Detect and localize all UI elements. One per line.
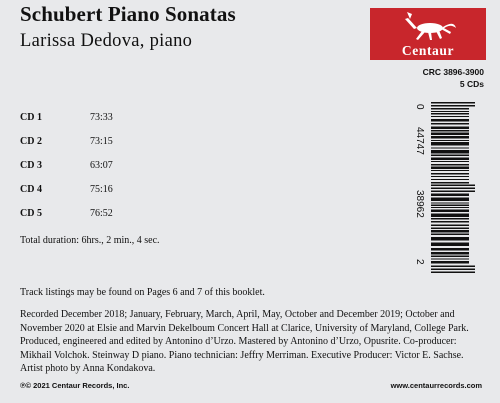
- barcode-bar: [431, 179, 469, 180]
- barcode-bar: [431, 198, 469, 202]
- barcode-bar: [431, 127, 469, 130]
- barcode-bar: [431, 194, 469, 197]
- album-title: Schubert Piano Sonatas: [20, 2, 236, 26]
- barcode-bar: [431, 256, 469, 258]
- cd-duration: 75:16: [90, 184, 113, 195]
- barcode-bar: [431, 176, 469, 177]
- barcode: [405, 100, 475, 275]
- barcode-bar: [431, 230, 469, 233]
- barcode-bar: [431, 155, 469, 157]
- barcode-bar: [431, 108, 469, 110]
- cd-duration: 76:52: [90, 208, 113, 219]
- barcode-bar: [431, 182, 469, 184]
- cd-duration: 73:33: [90, 112, 113, 123]
- barcode-bar: [431, 207, 469, 208]
- barcode-bar: [431, 218, 469, 220]
- barcode-bar: [431, 234, 469, 236]
- performer-name: Larissa Dedova, piano: [20, 31, 193, 51]
- barcode-digit: 44747: [414, 127, 425, 155]
- barcode-bar: [431, 272, 475, 274]
- barcode-bar: [431, 113, 469, 115]
- barcode-bar: [431, 191, 475, 193]
- cd-duration: 73:15: [90, 136, 113, 147]
- barcode-bar: [431, 161, 469, 162]
- barcode-bar: [431, 259, 469, 260]
- barcode-bar: [431, 130, 469, 132]
- cd-label: CD 3: [20, 160, 42, 171]
- barcode-bar: [431, 111, 469, 112]
- barcode-bar: [431, 203, 469, 204]
- barcode-bar: [431, 133, 469, 136]
- barcode-bar: [431, 123, 469, 125]
- centaur-logo: [370, 8, 486, 60]
- barcode-digit: 38962: [414, 190, 425, 218]
- barcode-bar: [431, 225, 469, 227]
- catalog-number: CRC 3896-3900: [422, 67, 484, 77]
- barcode-bar: [431, 221, 469, 223]
- barcode-bar: [431, 261, 469, 264]
- cd-label: CD 4: [20, 184, 42, 195]
- total-duration: Total duration: 6hrs., 2 min., 4 sec.: [20, 235, 160, 246]
- barcode-bar: [431, 150, 469, 154]
- disc-count: 5 CDs: [459, 79, 484, 89]
- catalog-info: [423, 66, 484, 90]
- barcode-bar: [431, 164, 469, 166]
- cd-label: CD 1: [20, 112, 42, 123]
- barcode-bar: [431, 248, 469, 251]
- barcode-digit: 2: [414, 259, 425, 265]
- barcode-bar: [431, 266, 475, 268]
- barcode-bar: [431, 105, 475, 107]
- recording-credits: Recorded December 2018; January, February, March, April, May, October and December 2019; October and November 2020 at Elsie and Marvin Dekelboum Concert Hall at Clarice, University of Maryland, College Park. Produced, engineered and edited by Antonino d’Urzo. Mastered by Antonino d’Urzo, Opusrite. Co-producer: Mikhail Volchok. Steinway D piano. Piano technician: Jeffry Merriman. Executive Producer: Victor E. Sachse. Artist photo by Anna Kondakova.: [20, 309, 469, 375]
- track-listing-note: Track listings may be found on Pages 6 and 7 of this booklet.: [20, 287, 265, 298]
- barcode-bar: [431, 170, 469, 171]
- barcode-bar: [431, 158, 469, 161]
- barcode-bar: [431, 119, 469, 122]
- barcode-bar: [431, 269, 475, 271]
- barcode-bar: [431, 102, 475, 104]
- barcode-bar: [431, 210, 469, 213]
- logo-wordmark: Centaur: [401, 43, 455, 58]
- barcode-bar: [431, 228, 469, 230]
- barcode-bar: [431, 243, 469, 247]
- barcode-bar: [431, 252, 469, 255]
- barcode-digit: 0: [414, 104, 425, 110]
- barcode-bar: [431, 237, 469, 241]
- barcode-bar: [431, 140, 469, 141]
- barcode-bar: [431, 148, 469, 149]
- cd-duration: 63:07: [90, 160, 113, 171]
- barcode-bar: [431, 142, 469, 146]
- barcode-bar: [431, 205, 469, 207]
- barcode-bar: [431, 185, 475, 187]
- cd-label: CD 5: [20, 208, 42, 219]
- barcode-bar: [431, 116, 469, 117]
- cd-label: CD 2: [20, 136, 42, 147]
- barcode-bar: [431, 167, 469, 170]
- barcode-bar: [431, 173, 469, 175]
- barcode-bar: [431, 136, 469, 139]
- barcode-bar: [431, 214, 469, 218]
- website-url: www.centaurrecords.com: [390, 381, 482, 390]
- barcode-bar: [431, 188, 475, 190]
- copyright-notice: ℗© 2021 Centaur Records, Inc.: [20, 381, 130, 390]
